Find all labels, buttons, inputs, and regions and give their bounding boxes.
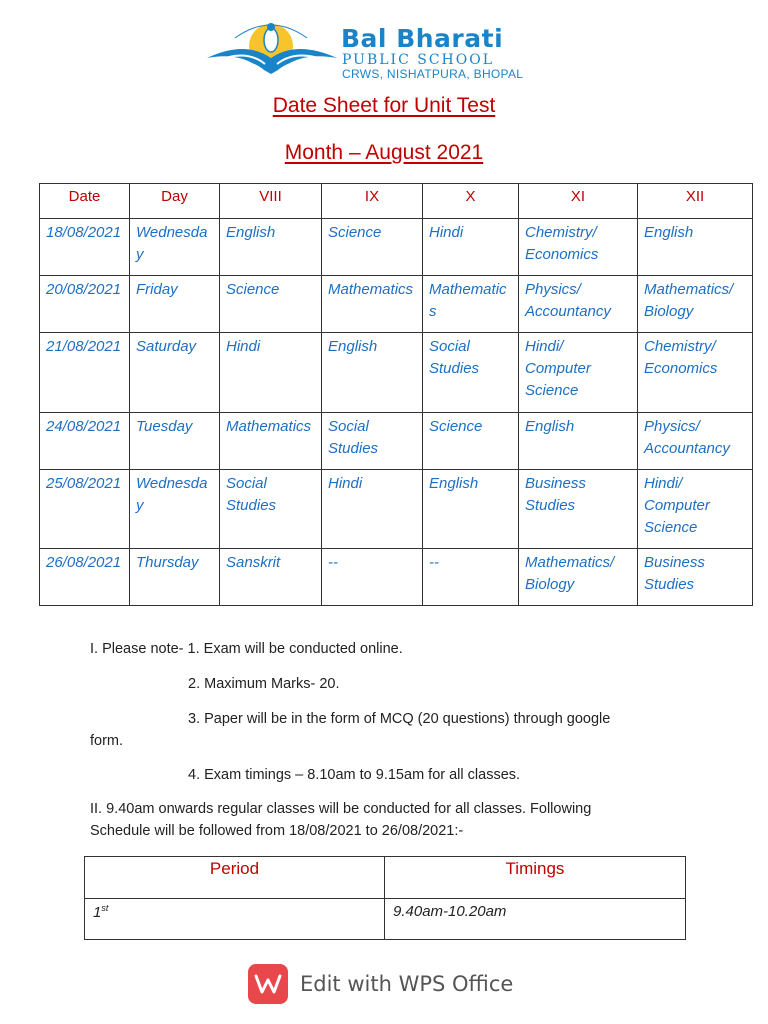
subject-cell: Social Studies bbox=[322, 413, 423, 470]
note-line: 3. Paper will be in the form of MCQ (20 questions) through google bbox=[188, 711, 611, 727]
note-line: form. bbox=[90, 733, 124, 749]
timing-cell: 9.40am-10.20am bbox=[385, 899, 686, 940]
table-header-row bbox=[40, 184, 753, 219]
day-cell: Wednesday bbox=[130, 219, 220, 276]
column-header-timings: Timings bbox=[385, 857, 686, 899]
subject-cell: Mathematics bbox=[322, 276, 423, 333]
subject-cell: English bbox=[519, 413, 638, 470]
table-row bbox=[40, 549, 753, 606]
table-row bbox=[40, 470, 753, 549]
day-cell: Thursday bbox=[130, 549, 220, 606]
subject-cell: English bbox=[423, 470, 519, 549]
school-location: CRWS, NISHATPURA, BHOPAL bbox=[342, 67, 524, 81]
note-line: Schedule will be followed from 18/08/2021 to 26/08/2021:- bbox=[90, 823, 464, 839]
subject-cell: Business Studies bbox=[638, 549, 753, 606]
schedule-header-row bbox=[85, 857, 686, 899]
subject-cell: Social Studies bbox=[423, 333, 519, 413]
datesheet-table bbox=[39, 183, 753, 606]
note-line: 2. Maximum Marks- 20. bbox=[188, 676, 340, 692]
document-title: Date Sheet for Unit Test bbox=[272, 94, 496, 117]
table-row bbox=[40, 276, 753, 333]
column-header-xii: XII bbox=[638, 184, 753, 219]
subject-cell: Hindi bbox=[322, 470, 423, 549]
subject-cell: -- bbox=[423, 549, 519, 606]
subject-cell: Science bbox=[423, 413, 519, 470]
subject-cell: Hindi bbox=[423, 219, 519, 276]
subject-cell: English bbox=[220, 219, 322, 276]
subject-cell: Hindi/ Computer Science bbox=[638, 470, 753, 549]
date-cell: 20/08/2021 bbox=[40, 276, 130, 333]
day-cell: Saturday bbox=[130, 333, 220, 413]
column-header-day: Day bbox=[130, 184, 220, 219]
subject-cell: Physics/ Accountancy bbox=[638, 413, 753, 470]
subject-cell: Social Studies bbox=[220, 470, 322, 549]
school-name: Bal Bharati bbox=[341, 24, 504, 53]
column-header-xi: XI bbox=[519, 184, 638, 219]
note-line: II. 9.40am onwards regular classes will be conducted for all classes. Following bbox=[90, 801, 592, 817]
subject-cell: English bbox=[322, 333, 423, 413]
date-cell: 24/08/2021 bbox=[40, 413, 130, 470]
period-number: 1 bbox=[93, 904, 102, 921]
wps-edit-label[interactable]: Edit with WPS Office bbox=[300, 972, 514, 996]
column-header-ix: IX bbox=[322, 184, 423, 219]
date-cell: 25/08/2021 bbox=[40, 470, 130, 549]
school-subtitle: PUBLIC SCHOOL bbox=[342, 52, 495, 68]
day-cell: Tuesday bbox=[130, 413, 220, 470]
wps-edit-banner[interactable] bbox=[248, 962, 513, 1006]
period-suffix: st bbox=[101, 903, 109, 913]
subject-cell: Physics/ Accountancy bbox=[519, 276, 638, 333]
subject-cell: Mathematics/ Biology bbox=[638, 276, 753, 333]
school-logo bbox=[205, 18, 555, 82]
subject-cell: English bbox=[638, 219, 753, 276]
subject-cell: Hindi/ Computer Science bbox=[519, 333, 638, 413]
note-line: 4. Exam timings – 8.10am to 9.15am for all classes. bbox=[188, 767, 521, 783]
column-header-x: X bbox=[423, 184, 519, 219]
subject-cell: -- bbox=[322, 549, 423, 606]
date-cell: 18/08/2021 bbox=[40, 219, 130, 276]
subject-cell: Hindi bbox=[220, 333, 322, 413]
subject-cell: Chemistry/ Economics bbox=[519, 219, 638, 276]
subject-cell: Business Studies bbox=[519, 470, 638, 549]
document-month: Month – August 2021 bbox=[284, 141, 484, 164]
day-cell: Friday bbox=[130, 276, 220, 333]
school-emblem-icon bbox=[205, 18, 345, 82]
subject-cell: Mathematics bbox=[423, 276, 519, 333]
subject-cell: Chemistry/ Economics bbox=[638, 333, 753, 413]
subject-cell: Science bbox=[220, 276, 322, 333]
subject-cell: Mathematics bbox=[220, 413, 322, 470]
column-header-date: Date bbox=[40, 184, 130, 219]
subject-cell: Science bbox=[322, 219, 423, 276]
table-row bbox=[85, 899, 686, 940]
schedule-table bbox=[84, 856, 686, 940]
column-header-period: Period bbox=[85, 857, 385, 899]
wps-office-icon[interactable] bbox=[248, 964, 288, 1004]
table-row bbox=[40, 219, 753, 276]
note-line: I. Please note- 1. Exam will be conducted online. bbox=[90, 641, 403, 657]
column-header-viii: VIII bbox=[220, 184, 322, 219]
day-cell: Wednesday bbox=[130, 470, 220, 549]
subject-cell: Mathematics/ Biology bbox=[519, 549, 638, 606]
subject-cell: Sanskrit bbox=[220, 549, 322, 606]
period-cell bbox=[85, 899, 385, 940]
table-row bbox=[40, 413, 753, 470]
date-cell: 26/08/2021 bbox=[40, 549, 130, 606]
date-cell: 21/08/2021 bbox=[40, 333, 130, 413]
table-row bbox=[40, 333, 753, 413]
